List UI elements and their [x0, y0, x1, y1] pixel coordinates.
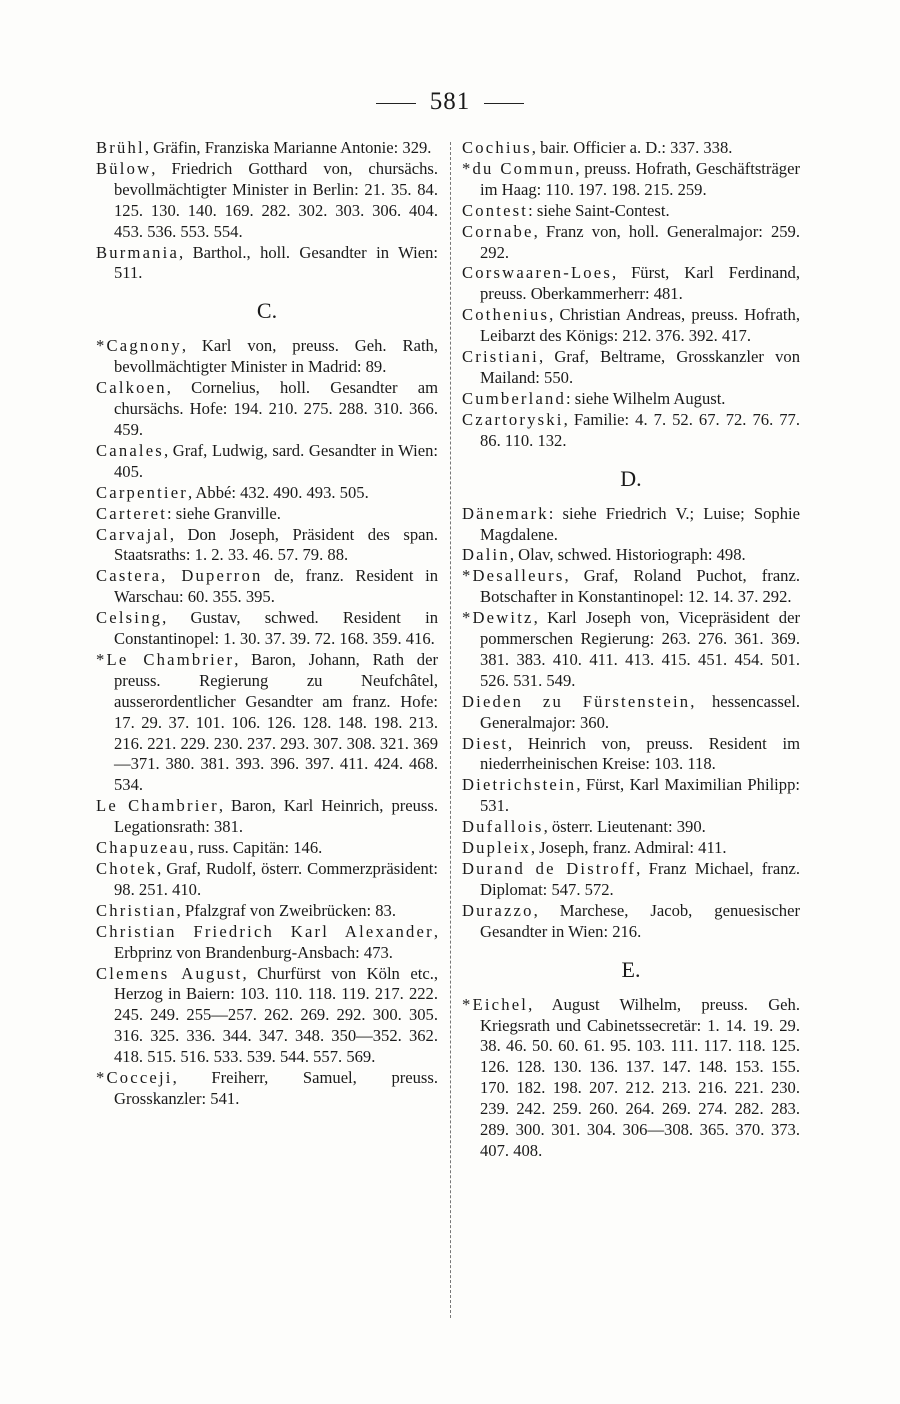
right-column [462, 138, 800, 1162]
index-entry [96, 483, 438, 504]
index-entry [96, 964, 438, 1069]
entry-details: , Marchese, Jacob, genuesischer Gesandter in Wien: 216. [480, 900, 800, 941]
entry-name: Calkoen [96, 378, 167, 398]
index-entry [96, 441, 438, 483]
index-entry [462, 566, 800, 608]
entry-details: , Familie: 4. 7. 52. 67. 72. 76. 77. 86. 110. 132. [480, 409, 800, 450]
index-entry [462, 859, 800, 901]
header-rule-right [484, 103, 524, 104]
entry-details: , Cornelius, holl. Gesandter am chursächs. Hofe: 194. 210. 275. 288. 310. 366. 459. [114, 378, 438, 439]
index-entry [96, 608, 438, 650]
entry-details: , Abbé: 432. 490. 493. 505. [188, 482, 369, 502]
entry-details: , Olav, schwed. Historiograph: 498. [509, 545, 746, 565]
entry-details: , Freiherr, Samuel, preuss. Grosskanzler: 541. [114, 1068, 438, 1108]
index-entry [462, 838, 800, 859]
index-entry [96, 566, 438, 608]
section-heading: D. [620, 465, 642, 491]
entry-name: Christian Friedrich Karl Alexander [96, 921, 434, 941]
index-entry [462, 817, 800, 838]
entry-details: , Heinrich von, preuss. Resident im niederrheinischen Kreise: 103. 118. [480, 733, 800, 774]
entry-details: , Karl Joseph von, Vicepräsident der pommerschen Regierung: 263. 276. 361. 369. 381. 383. 410. 411. 413. 415. 451. 454. 501. 526. 531. 549. [480, 608, 800, 690]
entry-details: : siehe Saint-Contest. [528, 200, 670, 220]
entry-name: Cumberland [462, 388, 567, 408]
entry-details: , Karl von, preuss. Geh. Rath, bevollmächtigter Minister in Madrid: 89. [114, 336, 438, 377]
index-entry [462, 159, 800, 201]
entry-name: *Dewitz [462, 608, 534, 628]
index-entry [96, 838, 438, 859]
entry-name: *Eichel [462, 994, 529, 1014]
entry-name: Dänemark [462, 503, 549, 523]
column-divider [450, 142, 451, 1318]
index-entry [96, 1068, 438, 1110]
entry-details: , preuss. Hofrath, Geschäftsträger im Haag: 110. 197. 198. 215. 259. [480, 158, 800, 199]
page-number: 581 [429, 88, 471, 115]
entry-details: , Pfalzgraf von Zweibrücken: 83. [176, 900, 396, 920]
entry-name: Cothenius [462, 305, 550, 325]
entry-name: Cristiani [462, 347, 539, 367]
entry-details: , russ. Capitän: 146. [189, 838, 323, 858]
index-entry [96, 159, 438, 243]
entry-name: Le Chambrier [96, 796, 219, 816]
entry-name: *Le Chambrier [96, 649, 235, 669]
left-column [96, 138, 438, 1110]
index-entry [96, 378, 438, 441]
index-entry [462, 263, 800, 305]
entry-details: , hessencassel. Generalmajor: 360. [480, 691, 800, 732]
entry-details: , Churfürst von Köln etc., Herzog in Baiern: 103. 110. 118. 119. 217. 222. 245. 249. 255—257. 262. 269. 292. 300. 305. 316. 325. 336. 344. 347. 348. 350—352. 362. 418. 515. 516. 533. 539. 544. 557. 569. [114, 963, 439, 1067]
entry-name: Carvajal [96, 524, 170, 544]
entry-name: Cochius [462, 138, 532, 157]
entry-name: Dalin [462, 545, 510, 565]
section-heading: E. [621, 956, 641, 982]
entry-name: *Cocceji [96, 1068, 173, 1088]
entry-details: , österr. Lieutenant: 390. [543, 817, 706, 837]
entry-name: Canales [96, 440, 164, 460]
entry-name: Castera, Duperron [96, 566, 263, 586]
entry-details: , Franz Michael, franz. Diplomat: 547. 572. [480, 859, 800, 899]
entry-name: Durazzo [462, 900, 534, 920]
entry-name: *du Commun [462, 158, 576, 178]
entry-name: Celsing [96, 608, 163, 628]
entry-name: Contest [462, 200, 529, 220]
index-entry [462, 734, 800, 776]
entry-name: Dufallois [462, 817, 544, 837]
index-entry [96, 138, 438, 159]
index-entry [96, 796, 438, 838]
index-entry [462, 692, 800, 734]
entry-name: Chotek [96, 859, 158, 878]
entry-details: , Graf, Rudolf, österr. Commerzpräsident: 98. 251. 410. [114, 859, 438, 899]
index-entry [96, 922, 438, 964]
entry-details: , Gräfin, Franziska Marianne Antonie: 329. [144, 138, 432, 157]
entry-name: Durand de Distroff [462, 859, 637, 878]
entry-details: , Erbprinz von Brandenburg-Ansbach: 473. [114, 921, 438, 962]
index-entry [462, 608, 800, 692]
entry-details: , Joseph, franz. Admiral: 411. [530, 838, 727, 858]
index-entry [462, 389, 800, 410]
index-entry [462, 222, 800, 264]
entry-name: Dupleix [462, 838, 531, 858]
entry-details: , Christian Andreas, preuss. Hofrath, Leibarzt des Königs: 212. 376. 392. 417. [480, 305, 800, 346]
entry-details: : siehe Friedrich V.; Luise; Sophie Magdalene. [480, 503, 800, 544]
entry-name: Carpentier [96, 482, 189, 502]
entry-name: Carteret [96, 503, 168, 523]
index-entry [462, 201, 800, 222]
entry-name: Diest [462, 733, 509, 753]
index-entry [96, 525, 438, 567]
entry-details: , Don Joseph, Präsident des span. Staatsraths: 1. 2. 33. 46. 57. 79. 88. [114, 524, 438, 565]
entry-name: Corswaaren-Loes [462, 263, 613, 283]
header-rule-left [376, 103, 416, 104]
entry-name: Czartoryski [462, 409, 564, 429]
entry-details: , Graf, Roland Puchot, franz. Botschafter in Konstantinopel: 12. 14. 37. 292. [480, 566, 800, 607]
entry-details: , Graf, Ludwig, sard. Gesandter in Wien: 405. [114, 440, 438, 481]
index-entry [462, 347, 800, 389]
entry-details: , Friedrich Gotthard von, chursächs. bevollmächtigter Minister in Berlin: 21. 35. 84. 125. 130. 140. 169. 282. 302. 303. 306. 404. 453. 536. 553. 554. [114, 158, 438, 241]
index-entry [462, 775, 800, 817]
entry-name: Christian [96, 900, 177, 920]
entry-details: , Franz von, holl. Generalmajor: 259. 292. [480, 221, 800, 262]
index-entry [462, 138, 800, 159]
entry-name: Dieden zu Fürstenstein [462, 691, 691, 711]
entry-details: de, franz. Resident in Warschau: 60. 355. 395. [114, 566, 438, 607]
entry-details: , Barthol., holl. Gesandter in Wien: 511. [114, 242, 438, 283]
index-entry [462, 901, 800, 943]
entry-name: Cornabe [462, 221, 534, 241]
index-entry [96, 859, 438, 901]
entry-details: , Fürst, Karl Maximilian Philipp: 531. [480, 775, 800, 816]
entry-name: Clemens August [96, 963, 243, 983]
entry-details: : siehe Granville. [167, 503, 281, 523]
entry-details: , Graf, Beltrame, Grosskanzler von Mailand: 550. [480, 347, 800, 387]
entry-details: , bair. Officier a. D.: 337. 338. [531, 138, 733, 157]
index-entry [96, 650, 438, 796]
entry-name: Brühl [96, 138, 145, 157]
index-entry [462, 545, 800, 566]
entry-name: *Desalleurs [462, 566, 565, 586]
index-entry [96, 243, 438, 285]
entry-name: *Cagnony [96, 336, 182, 356]
index-entry [96, 504, 438, 525]
entry-details: , August Wilhelm, preuss. Geh. Kriegsrath und Cabinetssecretär: 1. 14. 19. 29. 38. 46. 50. 60. 61. 95. 103. 111. 117. 118. 125. 126. 128. 130. 136. 137. 147. 148. 153. 155. 170. 182. 198. 207. 212. 213. 216. 221. 230. 239. 242. 259. 260. 264. 269. 274. 282. 283. 289. 300. 301. 304. 306—308. 365. 370. 373. 407. 408. [480, 994, 800, 1160]
entry-details: , Baron, Johann, Rath der preuss. Regierung zu Neufchâtel, ausserordentlicher Gesandter am franz. Hofe: 17. 29. 37. 101. 106. 126. 128. 148. 198. 213. 216. 221. 229. 230. 237. 293. 307. 308. 321. 369—371. 380. 381. 393. 396. 397. 411. 424. 468. 534. [114, 649, 438, 795]
index-entry [462, 410, 800, 452]
entry-name: Bülow [96, 158, 152, 178]
entry-details: , Fürst, Karl Ferdinand, preuss. Oberkammerherr: 481. [480, 263, 800, 304]
section-heading: C. [256, 298, 278, 324]
entry-name: Burmania [96, 242, 180, 262]
index-entry [96, 336, 438, 378]
index-entry [462, 995, 800, 1162]
entry-name: Chapuzeau [96, 838, 190, 858]
entry-details: , Gustav, schwed. Resident in Constantinopel: 1. 30. 37. 39. 72. 168. 359. 416. [114, 608, 438, 649]
index-entry [462, 305, 800, 347]
entry-name: Dietrichstein [462, 775, 577, 795]
entry-details: , Baron, Karl Heinrich, preuss. Legationsrath: 381. [114, 796, 438, 837]
entry-details: : siehe Wilhelm August. [566, 388, 726, 408]
index-entry [96, 901, 438, 922]
index-entry [462, 504, 800, 546]
page-header [0, 88, 900, 116]
